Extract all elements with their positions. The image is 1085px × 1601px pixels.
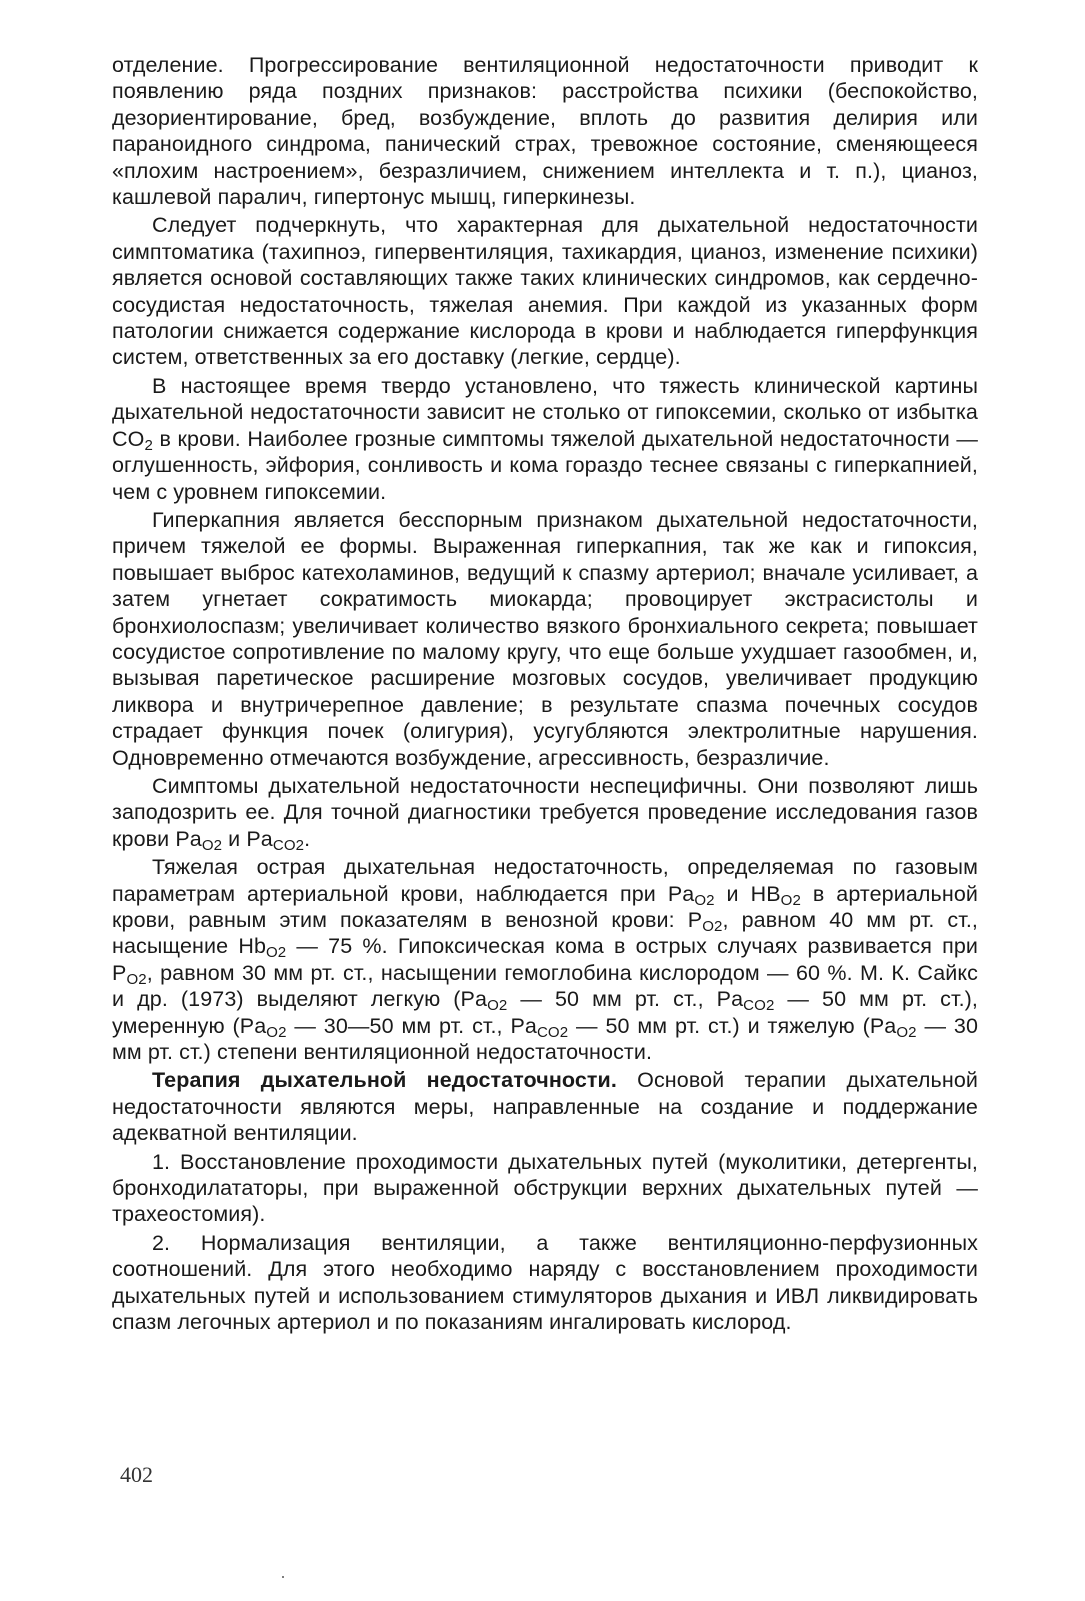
text-run: , равном 30 мм рт. ст., насыщении гемоглобина кислородом — 60 %. М. К. Сайкс и др. (1973) выделяют легкую (Pa bbox=[112, 960, 978, 1012]
text-run: В настоящее время твердо установлено, что тяжесть клинической картины дыхательной недостаточности зависит не столько от гипоксемии, сколько от избытка CO bbox=[112, 373, 978, 451]
text-run: — 30 мм рт. ст.) степени вентиляционной недостаточности. bbox=[112, 1013, 979, 1065]
subscript: O2 bbox=[694, 891, 715, 909]
paragraph-4 bbox=[112, 507, 978, 771]
text-run: 2. Нормализация вентиляции, а также вентиляционно-перфузионных соотношений. Для этого необходимо наряду с восстановлением проходимости дыхательных путей и использованием стимуляторов дыхания и ИВЛ ликвидировать спазм легочных артериол и по показаниям ингалировать кислород. bbox=[112, 1230, 978, 1335]
text-run: , равном 40 мм рт. ст., насыщение Hb bbox=[112, 908, 978, 959]
scan-speck bbox=[282, 1576, 284, 1578]
paragraph-6 bbox=[112, 854, 978, 1065]
text-run: 1. Восстановление проходимости дыхательных путей (муколитики, детергенты, бронходилататоры, при выраженной обструкции верхних дыхательных путей — трахеостомия). bbox=[112, 1149, 978, 1227]
page-number: 402 bbox=[120, 1462, 153, 1487]
paragraph-1 bbox=[112, 52, 978, 210]
text-run: . bbox=[304, 826, 311, 851]
document-body bbox=[112, 52, 978, 1338]
list-item-1 bbox=[112, 1149, 978, 1228]
text-run: в артериальной крови, равным этим показателям в венозной крови: P bbox=[112, 881, 978, 932]
list-item-2 bbox=[112, 1230, 978, 1336]
subscript: O2 bbox=[780, 891, 801, 909]
subscript: CO2 bbox=[743, 996, 775, 1014]
subscript: O2 bbox=[702, 917, 723, 935]
subscript: O2 bbox=[201, 836, 223, 854]
subscript: O2 bbox=[126, 970, 147, 988]
text-run: Симптомы дыхательной недостаточности неспецифичны. Они позволяют лишь заподозрить ее. Для точной диагностики требуется проведение исследования газов крови Pa bbox=[112, 773, 978, 851]
text-run: — 50 мм рт. ст., Pa bbox=[507, 987, 744, 1012]
text-run: — 50 мм рт. ст.) и тяжелую (Pa bbox=[568, 1013, 897, 1038]
subscript: O2 bbox=[266, 944, 287, 962]
subscript: O2 bbox=[896, 1023, 917, 1041]
text-run: Тяжелая острая дыхательная недостаточность, определяемая по газовым параметрам артериальной крови, наблюдается при Pa bbox=[112, 855, 978, 906]
paragraph-therapy-heading bbox=[112, 1067, 978, 1146]
subscript: O2 bbox=[266, 1023, 287, 1041]
text-run: и Pa bbox=[222, 826, 273, 851]
paragraph-3 bbox=[112, 373, 978, 505]
text-run: Следует подчеркнуть, что характерная для дыхательной недостаточности симптоматика (тахипноэ, гипервентиляция, тахикардия, цианоз, изменение психики) является основой составляющих также таких клинических синдромов, как сердечно-сосудистая недостаточность, тяжелая анемия. При каждой из указанных форм патологии снижается содержание кислорода в крови и наблюдается гиперфункция систем, ответственных за его доставку (легкие, сердце). bbox=[112, 213, 978, 370]
paragraph-5 bbox=[112, 773, 978, 852]
text-run: и HB bbox=[714, 881, 781, 906]
subscript: O2 bbox=[487, 996, 508, 1014]
text-run: — 30—50 мм рт. ст., Pa bbox=[286, 1013, 537, 1038]
text-run: — 50 мм рт. ст.), умеренную (Pa bbox=[112, 987, 978, 1038]
section-heading: Терапия дыхательной недостаточности. bbox=[152, 1068, 617, 1093]
subscript: 2 bbox=[144, 436, 153, 454]
subscript: CO2 bbox=[536, 1023, 569, 1041]
text-run: в крови. Наиболее грозные симптомы тяжелой дыхательной недостаточности — оглушенность, эйфория, сонливость и кома гораздо теснее связаны с гиперкапнией, чем с уровнем гипоксемии. bbox=[112, 426, 978, 504]
text-run: отделение. Прогрессирование вентиляционной недостаточности приводит к появлению ряда поздних признаков: расстройства психики (беспокойство, дезориентирование, бред, возбуждение, вплоть до развития делирия или параноидного синдрома, панический страх, тревожное состояние, сменяющееся «плохим настроением», безразличием, снижением интеллекта и т. п.), цианоз, кашлевой паралич, гипертонус мышц, гиперкинезы. bbox=[112, 53, 978, 210]
paragraph-2 bbox=[112, 212, 978, 370]
text-run: — 75 %. Гипоксическая кома в острых случаях развивается при P bbox=[112, 934, 978, 985]
text-run: Гиперкапния является бесспорным признаком дыхательной недостаточности, причем тяжелой ее формы. Выраженная гиперкапния, так же как и гипоксия, повышает выброс катехоламинов, ведущий к спазму артериол; вначале усиливает, а затем угнетает сократимость миокарда; провоцирует экстрасистолы и бронхиолоспазм; увеличивает количество вязкого бронхиального секрета; повышает сосудистое сопротивление по малому кругу, что еще больше ухудшает газообмен, и, вызывая паретическое расширение мозговых сосудов, увеличивает продукцию ликвора и внутричерепное давление; в результате спазма почечных сосудов страдает функция почек (олигурия), усугубляются электролитные нарушения. Одновременно отмечаются возбуждение, агрессивность, безразличие. bbox=[112, 507, 978, 770]
text-run: Основой терапии дыхательной недостаточности являются меры, направленные на создание и поддержание адекватной вентиляции. bbox=[112, 1068, 978, 1146]
subscript: CO2 bbox=[272, 836, 305, 854]
